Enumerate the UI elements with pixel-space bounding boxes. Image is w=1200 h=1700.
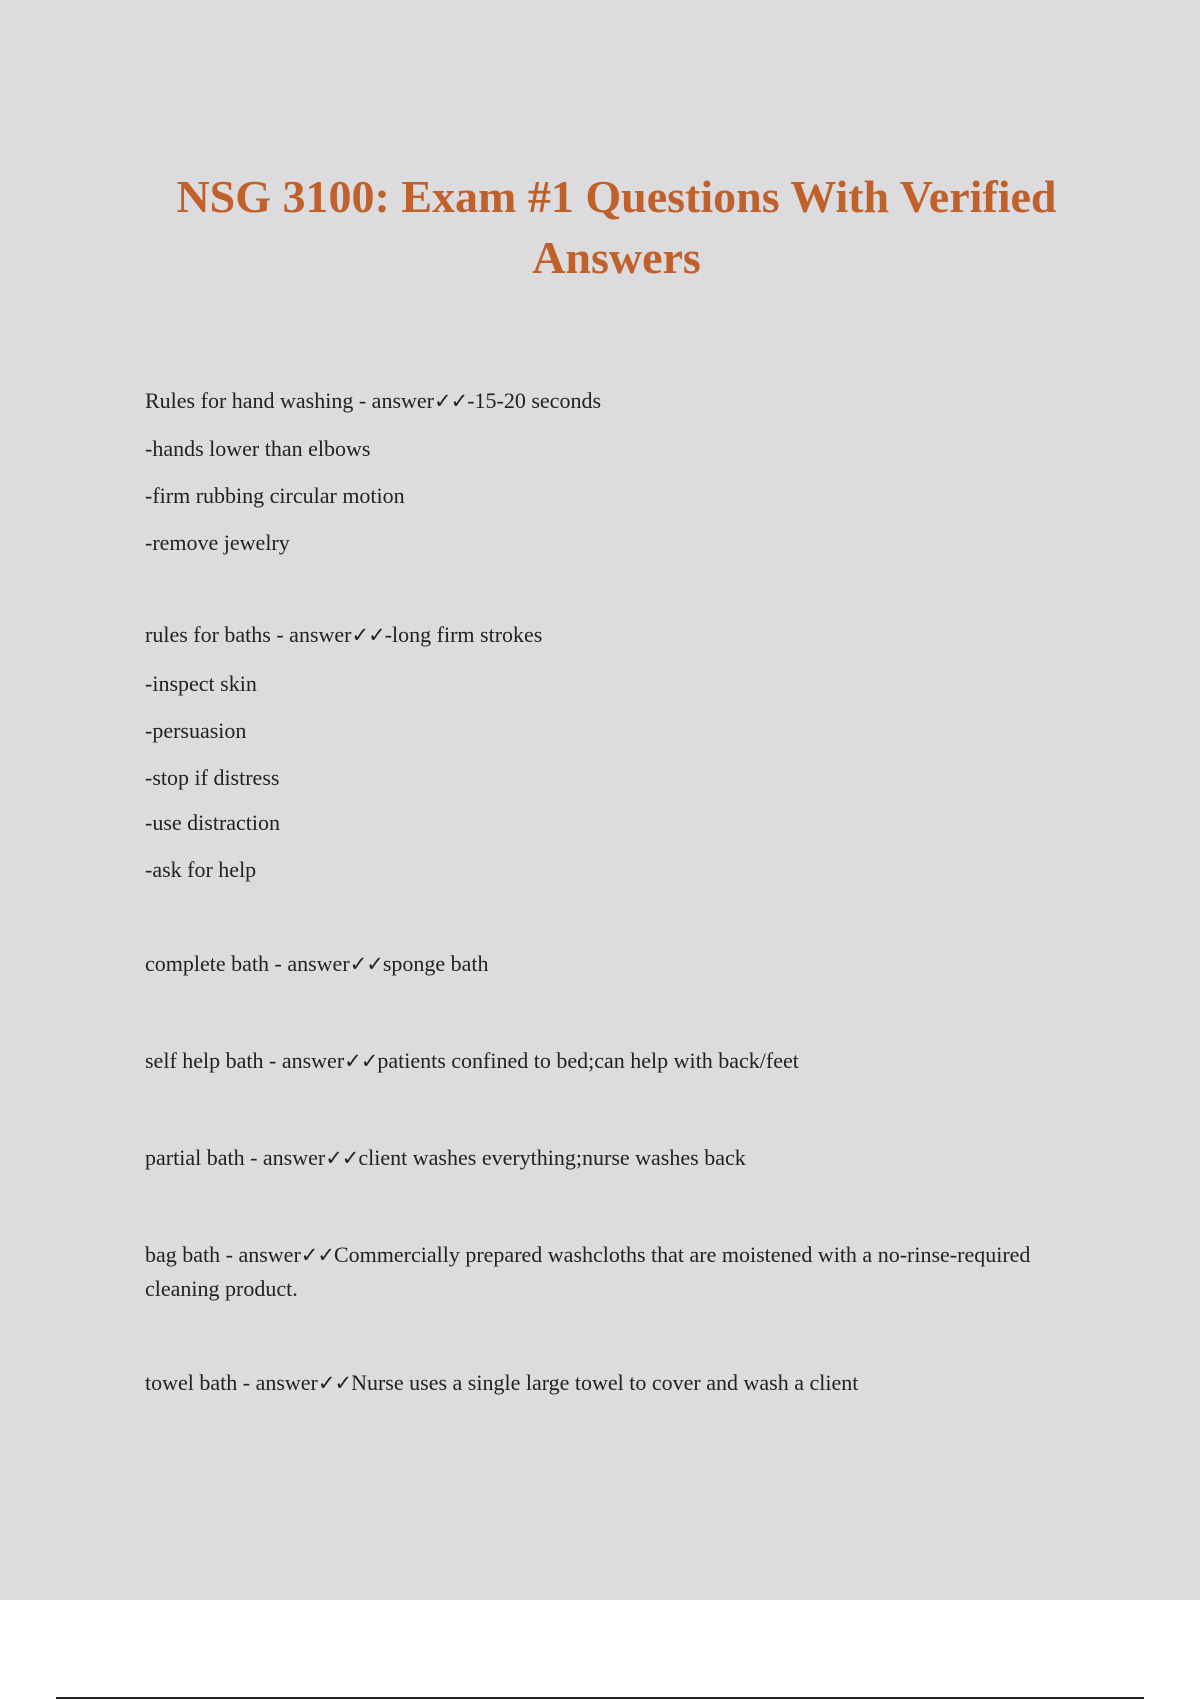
qa-entry-hand-washing xyxy=(145,384,1075,559)
question-text: partial bath - answer xyxy=(145,1145,326,1170)
question-text: towel bath - answer xyxy=(145,1370,318,1395)
answer-line: -ask for help xyxy=(145,857,257,882)
question-text: self help bath - answer xyxy=(145,1048,345,1073)
answer-line: -hands lower than elbows xyxy=(145,436,371,461)
question-text: complete bath - answer xyxy=(145,951,350,976)
qa-question-line xyxy=(145,947,1075,981)
answer-text: client washes everything;nurse washes back xyxy=(358,1145,746,1170)
qa-question-line xyxy=(145,618,1075,652)
qa-question-line xyxy=(145,384,1075,418)
check-mark-icon: ✓✓ xyxy=(351,623,385,647)
question-text: Rules for hand washing - answer xyxy=(145,388,434,413)
answer-text: Nurse uses a single large towel to cover and wash a client xyxy=(351,1370,859,1395)
qa-question-line xyxy=(145,1141,1075,1175)
qa-question-line xyxy=(145,1366,1075,1400)
answer-text: sponge bath xyxy=(382,951,489,976)
answer-line: -inspect skin xyxy=(145,671,257,696)
qa-question-line xyxy=(145,1044,1075,1078)
check-mark-icon: ✓✓ xyxy=(349,952,383,976)
answer-line: -remove jewelry xyxy=(145,530,290,555)
qa-entry-complete-bath xyxy=(145,947,1075,981)
check-mark-icon: ✓✓ xyxy=(317,1371,352,1395)
qa-entry-partial-bath xyxy=(145,1141,1075,1175)
check-mark-icon: ✓✓ xyxy=(434,389,468,413)
footer-divider xyxy=(56,1697,1144,1699)
page-footer xyxy=(0,1600,1200,1700)
qa-entry-self-help-bath xyxy=(145,1044,1075,1078)
qa-question-line xyxy=(145,1238,1055,1305)
answer-line: -stop if distress xyxy=(145,765,280,790)
check-mark-icon: ✓✓ xyxy=(325,1146,359,1170)
answer-line: -use distraction xyxy=(145,810,281,835)
question-text: rules for baths - answer xyxy=(145,622,352,647)
check-mark-icon: ✓✓ xyxy=(300,1243,334,1267)
answer-text: -15-20 seconds xyxy=(467,388,602,413)
answer-text: Commercially prepared washcloths that are moistened with a no-rinse-required cleaning product. xyxy=(145,1242,1031,1301)
page-title: NSG 3100: Exam #1 Questions With Verified Answers xyxy=(176,171,1057,283)
answer-line: -persuasion xyxy=(145,718,247,743)
check-mark-icon: ✓✓ xyxy=(344,1049,378,1073)
qa-entry-towel-bath xyxy=(145,1366,1075,1400)
answer-text: -long firm strokes xyxy=(384,622,543,647)
qa-entry-baths xyxy=(145,618,1075,886)
answer-line: -firm rubbing circular motion xyxy=(145,483,405,508)
qa-entry-bag-bath xyxy=(145,1238,1055,1305)
question-text: bag bath - answer xyxy=(145,1242,301,1267)
answer-text: patients confined to bed;can help with back/feet xyxy=(377,1048,799,1073)
